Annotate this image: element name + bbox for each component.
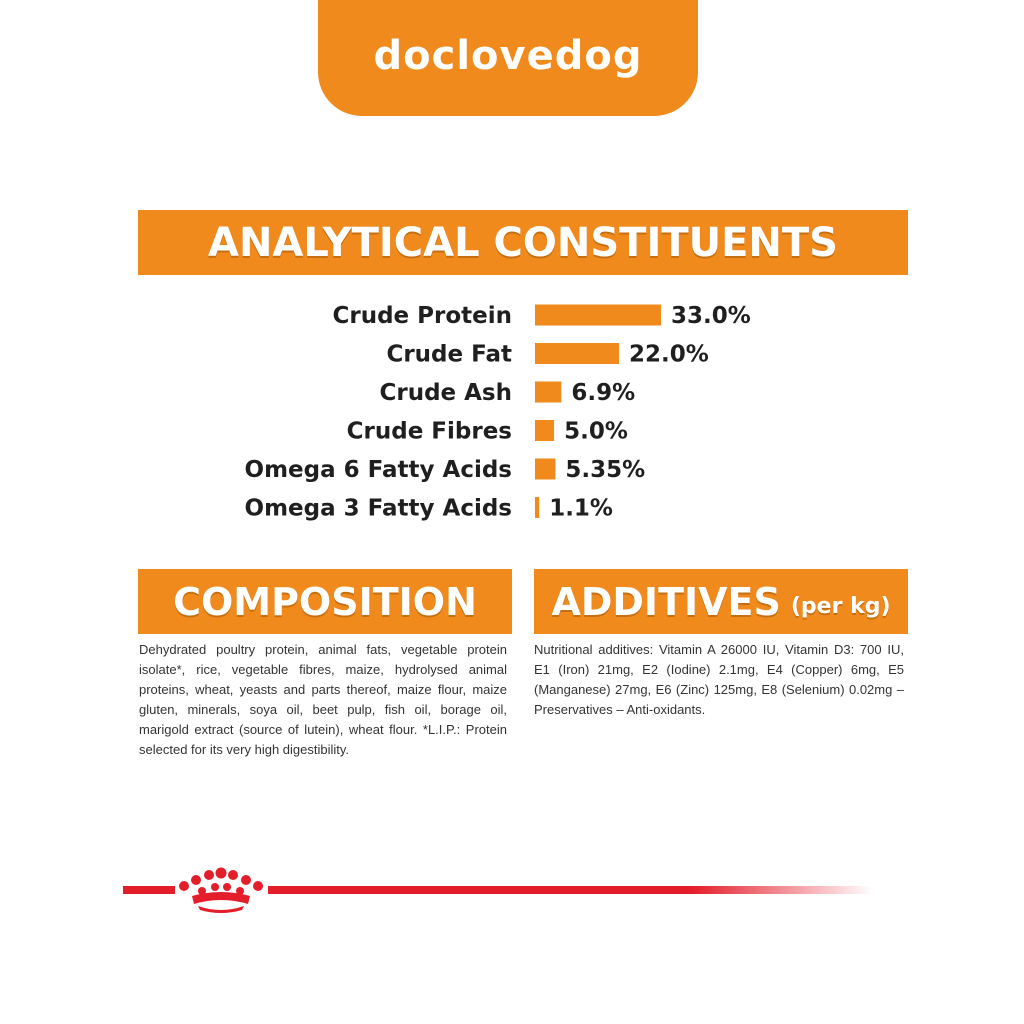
- category-label: Crude Fat: [386, 341, 512, 368]
- value-label: 5.35%: [565, 457, 646, 483]
- value-label: 5.0%: [564, 418, 628, 445]
- value-label: 1.1%: [549, 495, 613, 522]
- bar: [535, 420, 554, 441]
- value-label: 22.0%: [629, 341, 709, 368]
- bar: [535, 343, 619, 364]
- additives-unit: (per kg): [790, 594, 891, 619]
- composition-text: Dehydrated poultry protein, animal fats, vegetable protein isolate*, rice, vegetable fibres, maize, hydrolysed animal proteins, wheat, yeasts and parts thereof, maize flour, maize gluten, minerals, soya oil, beet pulp, fish oil, borage oil, marigold extract (source of lutein), wheat flour. *L.I.P.: Protein selected for its very high digestibility.: [139, 642, 507, 757]
- category-label: Omega 3 Fatty Acids: [244, 495, 512, 522]
- composition-header: [138, 569, 512, 634]
- category-label: Crude Fibres: [346, 418, 512, 445]
- additives-text: Nutritional additives: Vitamin A 26000 IU, Vitamin D3: 700 IU, E1 (Iron) 21mg, E2 (Iodine) 2.1mg, E4 (Copper) 6mg, E5 (Manganese) 27mg, E6 (Zinc) 125mg, E8 (Selenium) 0.02mg – Preservatives – Anti-oxidants.: [534, 642, 904, 717]
- brand-name: doclovedog: [373, 33, 643, 79]
- bar: [535, 382, 561, 403]
- category-label: Omega 6 Fatty Acids: [244, 457, 512, 483]
- value-label: 6.9%: [571, 380, 636, 406]
- bar: [535, 459, 555, 480]
- analytical-constituents-header: [138, 210, 908, 275]
- bar: [535, 497, 539, 518]
- footer-line-left: [123, 886, 175, 894]
- composition-title: COMPOSITION: [173, 579, 477, 624]
- value-label: 33.0%: [671, 303, 751, 329]
- additives-title: ADDITIVES: [551, 579, 781, 624]
- category-label: Crude Ash: [379, 380, 512, 406]
- additives-header: [534, 569, 908, 634]
- analytical-constituents-chart: [0, 290, 1024, 530]
- bar: [535, 305, 661, 326]
- brand-tab: [318, 0, 698, 116]
- footer-line-right: [268, 886, 873, 894]
- analytical-constituents-title: ANALYTICAL CONSTITUENTS: [208, 219, 838, 266]
- royal-canin-crown-icon: [178, 866, 264, 914]
- category-label: Crude Protein: [332, 303, 512, 329]
